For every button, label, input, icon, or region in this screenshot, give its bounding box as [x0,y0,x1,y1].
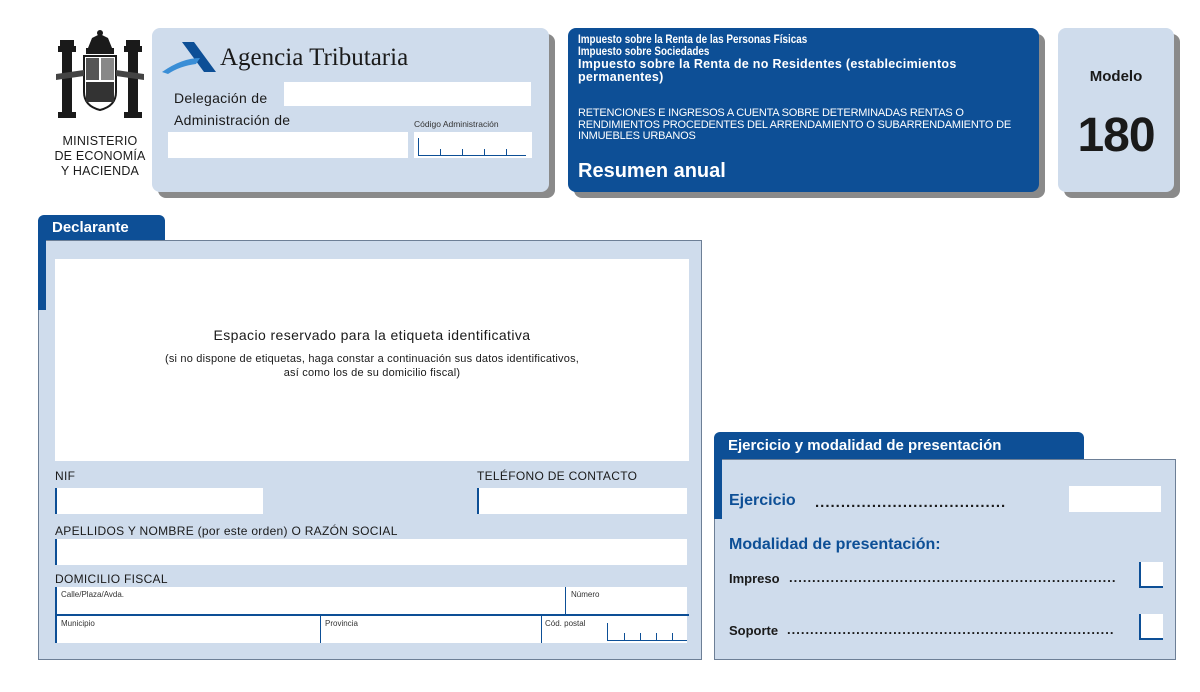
ejercicio-tab-label: Ejercicio y modalidad de presentación [728,437,1002,454]
ministry-name-line1: MINISTERIO [62,134,138,148]
nif-input[interactable] [55,488,263,514]
cp-divider [541,616,542,643]
tax-line-irnr: Impuesto sobre la Renta de no Residentes (establecimientos permanentes) [578,57,957,84]
ejercicio-panel [714,459,1176,660]
soporte-leader-dots: ....................................................................... [787,622,1115,637]
agency-name: Agencia Tributaria [220,44,409,71]
delegacion-label: Delegación de [174,90,268,106]
numero-input[interactable] [566,587,689,614]
tax-summary-title: Resumen anual [578,160,726,182]
nombre-label: APELLIDOS Y NOMBRE (por este orden) O RAZÓN SOCIAL [55,524,398,538]
administracion-label: Administración de [174,112,291,128]
ministry-logo [40,30,160,190]
label-space-title: Espacio reservado para la etiqueta identificativa [213,327,531,343]
ministry-name-line2: DE ECONOMÍA [54,149,146,163]
numero-label: Número [571,590,600,599]
delegacion-input[interactable] [284,82,531,106]
nif-label: NIF [55,469,76,483]
domicilio-box [55,587,687,643]
municipio-input[interactable] [57,616,320,643]
telefono-input[interactable] [477,488,687,514]
ejercicio-label: Ejercicio [729,492,796,509]
agency-panel [152,28,549,192]
impreso-label: Impreso [729,571,780,586]
administracion-input[interactable] [168,132,408,158]
coat-of-arms-icon [48,30,152,130]
label-reserved-area[interactable] [55,259,689,461]
calle-label: Calle/Plaza/Avda. [61,590,124,599]
impreso-checkbox[interactable] [1139,562,1163,588]
modelo-label: Modelo [1089,68,1143,85]
cp-input[interactable] [607,623,687,641]
provincia-input[interactable] [321,616,541,643]
cp-label: Cód. postal [545,619,586,628]
codigo-administracion-label: Código Administración [414,119,499,129]
soporte-label: Soporte [729,623,779,638]
nombre-input[interactable] [55,539,687,565]
declarante-panel [38,240,702,660]
modelo-number: 180 [1077,109,1155,162]
label-space-note-2: así como los de su domicilio fiscal) [283,367,461,379]
domicilio-label: DOMICILIO FISCAL [55,572,168,586]
tax-line-sociedades: Impuesto sobre Sociedades [578,46,710,58]
modelo-panel [1058,28,1174,192]
label-space-note-1: (si no dispone de etiquetas, haga constar a continuación sus datos identificativos, [164,353,580,365]
municipio-label: Municipio [61,619,95,628]
codigo-administracion-input[interactable] [414,132,532,158]
declarante-accent-bar [38,240,46,310]
tax-panel [568,28,1039,192]
calle-input[interactable] [57,587,565,614]
tax-description: RETENCIONES E INGRESOS A CUENTA SOBRE DETERMINADAS RENTAS O RENDIMIENTOS PROCEDENTES DEL ARRENDAMIENTO O SUBARRENDAMIENTO DE INMUEBLES URBANOS [578,107,1011,142]
ejercicio-tab [714,432,1084,460]
impreso-leader-dots: ....................................................................... [789,570,1117,585]
ministry-name-line3: Y HACIENDA [60,164,140,178]
modalidad-label: Modalidad de presentación: [729,536,941,553]
ejercicio-accent-bar [714,459,722,519]
agencia-tributaria-logo-icon [162,38,218,78]
ejercicio-input[interactable] [1069,486,1161,512]
provincia-label: Provincia [325,619,358,628]
soporte-checkbox[interactable] [1139,614,1163,640]
telefono-label: TELÉFONO DE CONTACTO [477,469,638,483]
declarante-tab-label: Declarante [52,219,129,236]
tax-line-irpf: Impuesto sobre la Renta de las Personas Físicas [578,34,808,46]
declarante-tab [38,215,165,241]
ejercicio-leader-dots: ..................................... [815,494,1007,511]
